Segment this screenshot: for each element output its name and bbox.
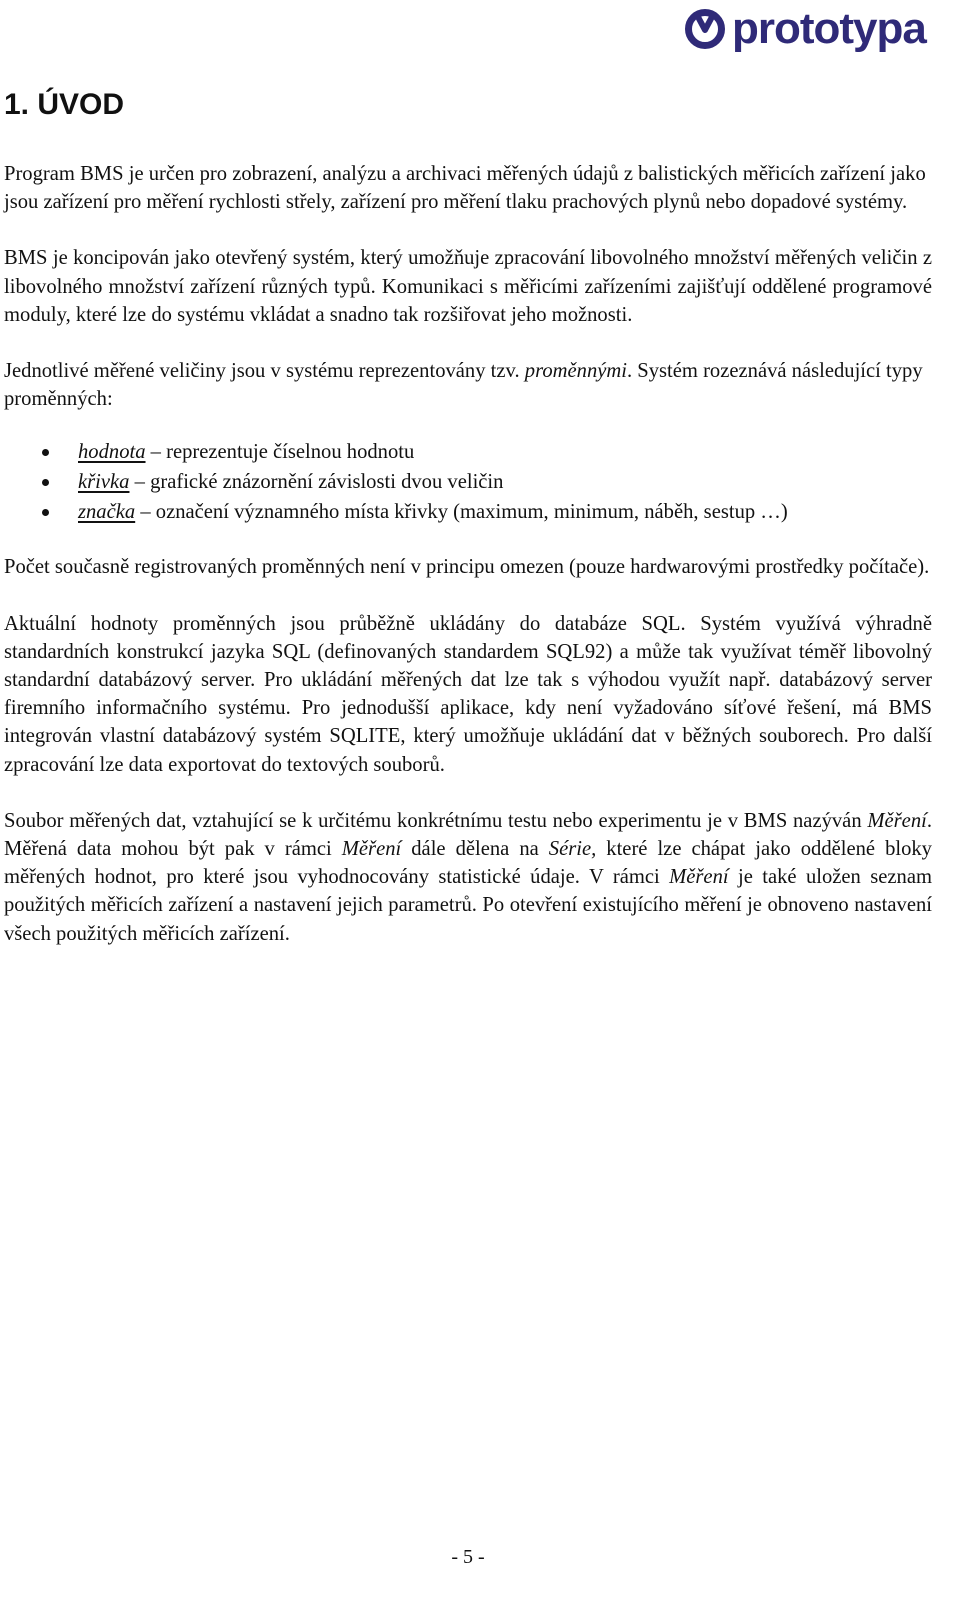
list-item <box>4 437 932 467</box>
list-item <box>4 467 932 497</box>
paragraph-variables <box>4 357 932 413</box>
list-item-term: hodnota <box>78 441 146 464</box>
bullet-icon <box>42 449 49 456</box>
paragraph-database: Aktuální hodnoty proměnných jsou průběžně ukládány do databáze SQL. Systém využívá výhradně standardních konstrukcí jazyka SQL (definovaných standardem SQL92) a může tak využívat téměř libovolný standardní databázový server. Pro ukládání měřených dat lze tak s výhodou využít např. databázový server firemního informačního systému. Pro jednodušší aplikace, kdy není vyžadováno síťové řešení, má BMS integrován vlastní databázový systém SQLITE, který umožňuje ukládání dat v běžných souborech. Pro další zpracování lze data exportovat do textových souborů. <box>4 612 932 776</box>
document-body <box>4 160 932 976</box>
paragraph-variables-emphasis: proměnnými <box>524 360 627 383</box>
paragraph-intro: Program BMS je určen pro zobrazení, analýzu a archivaci měřených údajů z balistických měřicích zařízení jako jsou zařízení pro měření rychlosti střely, zařízení pro měření tlaku prachových plynů nebo dopadové systémy. <box>4 163 926 214</box>
paragraph-measurement-emphasis-1: Měření <box>867 809 927 832</box>
paragraph-measurement-text-1: Soubor měřených dat, vztahující se k určitému konkrétnímu testu nebo experimentu je v BMS nazýván <box>4 809 868 832</box>
prototypa-logo-mark-icon <box>684 8 726 50</box>
paragraph-variables-text-1: Jednotlivé měřené veličiny jsou v systému reprezentovány tzv. <box>4 360 525 383</box>
bullet-icon <box>42 509 49 516</box>
paragraph-measurement-emphasis-3: Série, <box>548 838 597 861</box>
logo-text: prototypa <box>732 4 926 53</box>
variable-types-list <box>4 437 932 527</box>
paragraph-measurement-text-2: . Měřená data mohou být pak v rámci <box>4 809 932 861</box>
paragraph-measurement-emphasis-4: Měření <box>669 866 729 889</box>
paragraph-measurement-text-4: které lze chápat jako oddělené bloky měřených hodnot, pro které jsou vyhodnocovány statistické údaje. V rámci <box>4 838 932 889</box>
page-number: - 5 - <box>451 1546 485 1568</box>
list-item <box>4 497 932 527</box>
bullet-icon <box>42 479 49 486</box>
paragraph-measurement-emphasis-2: Měření <box>341 838 402 861</box>
paragraph-measurement-text-5: je také uložen seznam použitých měřicích zařízení a nastavení jejich parametrů. Po otevření existujícího měření je obnoveno nastavení všech použitých měřicích zařízení. <box>4 866 932 945</box>
prototypa-logo <box>684 4 940 54</box>
paragraph-open-system: BMS je koncipován jako otevřený systém, který umožňuje zpracování libovolného množství měřených veličin z libovolného množství zařízení různých typů. Komunikaci s měřicími zařízeními zajišťují oddělené programové moduly, které lze do systému vkládat a snadno tak rozšiřovat jeho možnosti. <box>4 247 932 326</box>
list-item-description: – grafické znázornění závislosti dvou veličin <box>129 471 504 494</box>
section-heading: 1. ÚVOD <box>4 88 125 121</box>
paragraph-variables-text-2: . Systém rozeznává následující typy proměnných: <box>4 360 923 411</box>
paragraph-measurement <box>4 807 932 948</box>
list-item-term: značka <box>78 501 136 524</box>
paragraph-variable-count: Počet současně registrovaných proměnných není v principu omezen (pouze hardwarovými prostředky počítače). <box>4 556 930 579</box>
list-item-description: – označení významného místa křivky (maximum, minimum, náběh, sestup …) <box>135 501 788 524</box>
list-item-description: – reprezentuje číselnou hodnotu <box>145 441 415 464</box>
list-item-term: křivka <box>78 471 130 494</box>
paragraph-measurement-text-3: dále dělena na <box>401 838 549 861</box>
